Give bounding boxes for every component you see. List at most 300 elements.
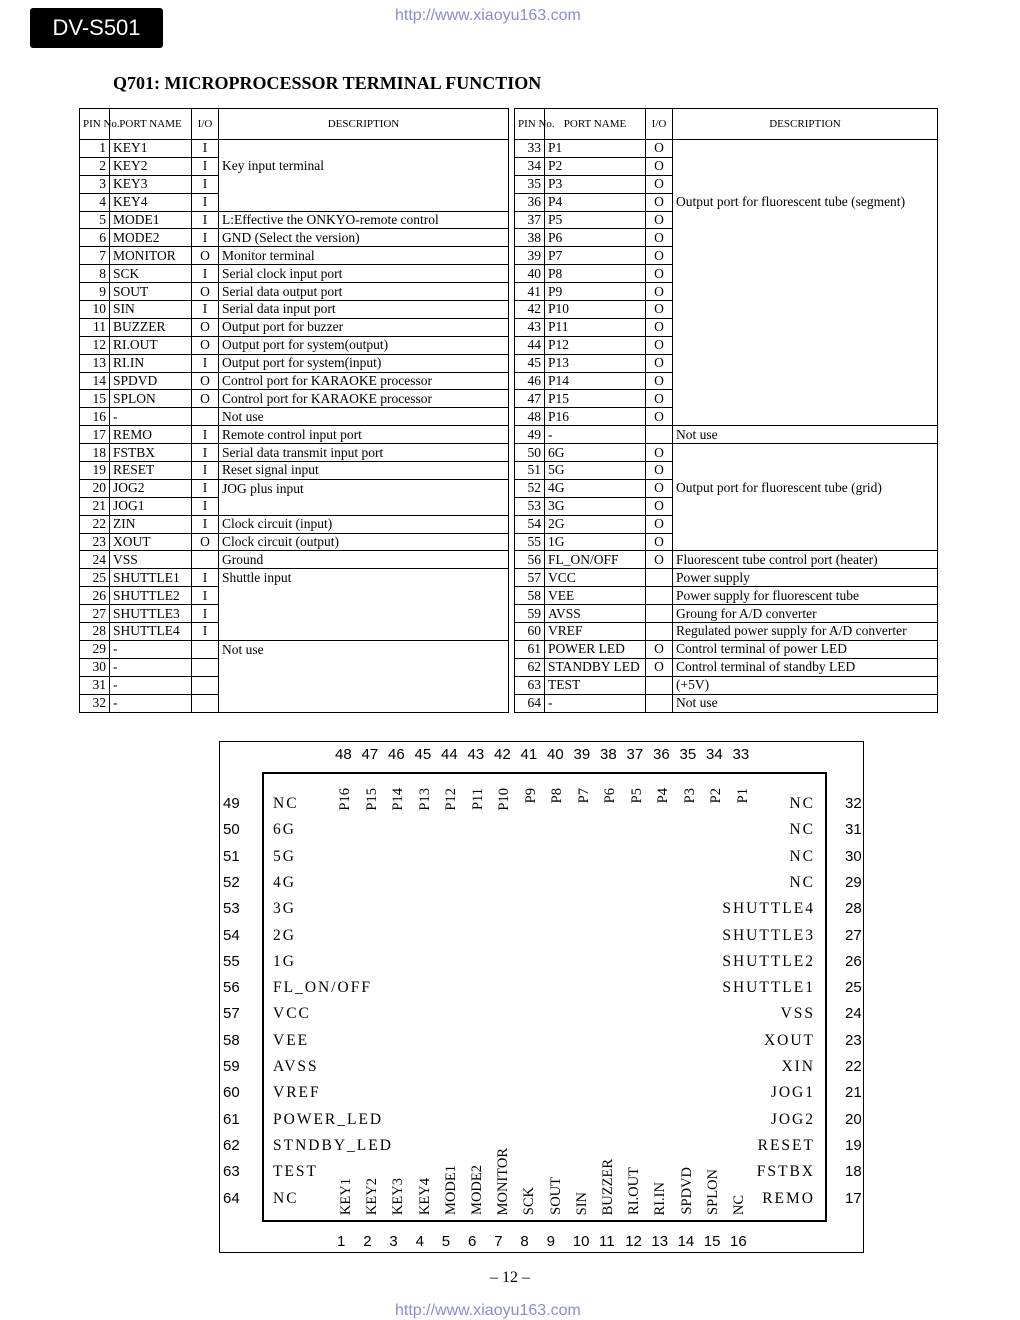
cell-desc	[673, 301, 938, 319]
pin-number-left: 56	[223, 979, 240, 997]
cell-io: I	[192, 426, 219, 444]
cell-port: TEST	[545, 676, 646, 694]
table-row	[80, 157, 509, 175]
cell-io	[646, 676, 673, 694]
table-row	[80, 676, 509, 694]
cell-port: STANDBY LED	[545, 658, 646, 676]
cell-port: P6	[545, 229, 646, 247]
pin-label-bottom: KEY4	[416, 1177, 433, 1215]
cell-io: O	[192, 283, 219, 301]
table-row	[515, 533, 938, 551]
cell-io: O	[646, 301, 673, 319]
pin-number-top: 35	[679, 746, 697, 763]
cell-pin: 60	[515, 623, 545, 641]
pin-number-right: 32	[845, 795, 862, 812]
cell-pin: 8	[80, 265, 110, 283]
cell-pin: 27	[80, 605, 110, 623]
table-row	[515, 193, 938, 211]
cell-port: MODE2	[110, 229, 192, 247]
pin-number-left: 51	[223, 847, 240, 865]
cell-desc: GND (Select the version)	[219, 229, 509, 247]
table-row	[515, 157, 938, 175]
cell-io: O	[646, 372, 673, 390]
cell-io: O	[646, 658, 673, 676]
cell-pin: 5	[80, 211, 110, 229]
pin-label-right: JOG1	[770, 1084, 815, 1102]
table-row	[515, 444, 938, 462]
pin-number-right: 26	[845, 952, 862, 970]
pin-label-right: SHUTTLE3	[722, 926, 815, 944]
pin-number-left: 62	[223, 1136, 240, 1154]
table-row	[80, 354, 509, 372]
table-row	[515, 336, 938, 354]
pin-label-top: P8	[549, 788, 565, 804]
pin-label-left: 4G	[273, 873, 296, 891]
pin-number-right: 30	[845, 847, 862, 865]
pin-label-left: POWER_LED	[273, 1110, 384, 1128]
cell-port: KEY4	[110, 193, 192, 211]
model-badge: DV-S501	[30, 8, 163, 48]
cell-desc	[219, 175, 509, 193]
cell-port: MODE1	[110, 211, 192, 229]
cell-pin: 28	[80, 623, 110, 641]
pin-number-right: 25	[845, 979, 862, 997]
pin-number-left: 53	[223, 900, 240, 918]
cell-desc: Control port for KARAOKE processor	[219, 390, 509, 408]
pin-table-left	[79, 108, 509, 713]
cell-desc: Remote control input port	[219, 426, 509, 444]
table-row	[515, 265, 938, 283]
cell-io: I	[192, 193, 219, 211]
pin-number-top: 36	[653, 746, 670, 763]
cell-port: VSS	[110, 551, 192, 569]
cell-pin: 39	[515, 247, 545, 265]
cell-pin: 35	[515, 175, 545, 193]
pin-label-right: SHUTTLE1	[722, 979, 815, 997]
cell-pin: 38	[515, 229, 545, 247]
cell-pin: 61	[515, 640, 545, 658]
cell-desc: Not use	[219, 408, 509, 426]
cell-port: P5	[545, 211, 646, 229]
cell-pin: 49	[515, 426, 545, 444]
pin-label-bottom: SCK	[521, 1186, 538, 1215]
cell-port: 3G	[545, 497, 646, 515]
page-title: Q701: MICROPROCESSOR TERMINAL FUNCTION	[113, 73, 542, 93]
table-row	[80, 229, 509, 247]
cell-io: O	[646, 515, 673, 533]
table-row	[515, 515, 938, 533]
cell-port: XOUT	[110, 533, 192, 551]
col-header-io: I/O	[646, 109, 673, 140]
pin-number-top: 43	[467, 746, 485, 763]
cell-desc	[673, 229, 938, 247]
pin-number-top: 39	[573, 746, 591, 763]
table-row	[80, 479, 509, 497]
cell-io: I	[192, 175, 219, 193]
cell-io: O	[646, 175, 673, 193]
table-row	[515, 318, 938, 336]
pin-number-right: 28	[845, 900, 862, 918]
cell-desc: Serial data output port	[219, 283, 509, 301]
table-row	[515, 372, 938, 390]
cell-desc	[219, 193, 509, 211]
cell-io	[192, 694, 219, 712]
cell-port: P16	[545, 408, 646, 426]
cell-pin: 14	[80, 372, 110, 390]
cell-port: SHUTTLE2	[110, 587, 192, 605]
cell-io	[192, 551, 219, 569]
cell-port: -	[110, 640, 192, 658]
cell-io: O	[646, 551, 673, 569]
pin-label-top: P13	[416, 788, 433, 811]
pin-label-left: VREF	[273, 1084, 321, 1102]
pin-number-bottom: 16	[730, 1233, 747, 1250]
cell-port: SHUTTLE3	[110, 605, 192, 623]
cell-pin: 37	[515, 211, 545, 229]
cell-pin: 32	[80, 694, 110, 712]
table-row	[80, 569, 509, 587]
cell-pin: 47	[515, 390, 545, 408]
cell-port: RI.IN	[110, 354, 192, 372]
cell-io: O	[646, 140, 673, 158]
cell-pin: 23	[80, 533, 110, 551]
cell-pin: 18	[80, 444, 110, 462]
cell-desc	[219, 497, 509, 515]
cell-desc: Not use	[219, 640, 509, 658]
cell-desc: (+5V)	[673, 676, 938, 694]
cell-io	[646, 426, 673, 444]
pin-label-right: SHUTTLE4	[722, 900, 815, 918]
pin-label-bottom: RI.IN	[652, 1181, 669, 1215]
cell-port: SPDVD	[110, 372, 192, 390]
cell-desc: Control terminal of power LED	[673, 640, 938, 658]
cell-desc	[673, 444, 938, 462]
cell-pin: 2	[80, 157, 110, 175]
col-header-pin: PIN No.	[515, 109, 545, 140]
cell-io: O	[646, 390, 673, 408]
cell-port: P14	[545, 372, 646, 390]
cell-io	[646, 587, 673, 605]
cell-pin: 51	[515, 462, 545, 480]
cell-io: I	[192, 623, 219, 641]
pin-label-right: FSTBX	[756, 1163, 815, 1181]
pin-number-left: 50	[223, 821, 240, 839]
table-row	[80, 551, 509, 569]
cell-desc: Clock circuit (input)	[219, 515, 509, 533]
cell-io: I	[192, 157, 219, 175]
table-row	[80, 623, 509, 641]
table-row	[80, 426, 509, 444]
cell-desc: Reset signal input	[219, 462, 509, 480]
cell-port: 6G	[545, 444, 646, 462]
cell-desc: Output port for fluorescent tube (segment)	[673, 193, 938, 211]
cell-port: -	[545, 694, 646, 712]
pin-number-top: 41	[520, 746, 538, 763]
cell-io: I	[192, 462, 219, 480]
cell-desc	[219, 140, 509, 158]
cell-port: P15	[545, 390, 646, 408]
cell-desc: Output port for system(output)	[219, 336, 509, 354]
table-row	[80, 265, 509, 283]
cell-desc	[219, 658, 509, 676]
cell-io	[646, 605, 673, 623]
table-row	[80, 140, 509, 158]
cell-io: O	[646, 408, 673, 426]
footer-url[interactable]: http://www.xiaoyu163.com	[395, 1302, 581, 1319]
cell-desc: Output port for system(input)	[219, 354, 509, 372]
cell-pin: 9	[80, 283, 110, 301]
pin-label-bottom: SOUT	[547, 1177, 564, 1215]
table-row	[515, 301, 938, 319]
pin-number-bottom: 7	[494, 1233, 503, 1250]
pin-label-right: XOUT	[763, 1031, 815, 1049]
cell-io	[192, 408, 219, 426]
cell-pin: 11	[80, 318, 110, 336]
cell-pin: 33	[515, 140, 545, 158]
pin-number-top: 33	[732, 746, 750, 763]
cell-desc	[673, 283, 938, 301]
pin-number-top: 47	[361, 746, 379, 763]
cell-port: P8	[545, 265, 646, 283]
pin-number-top: 44	[441, 746, 458, 763]
table-row	[515, 694, 938, 712]
pin-label-bottom: SIN	[573, 1191, 590, 1215]
cell-port: P13	[545, 354, 646, 372]
table-row	[80, 462, 509, 480]
cell-port: SOUT	[110, 283, 192, 301]
cell-desc: Not use	[673, 426, 938, 444]
table-row	[80, 336, 509, 354]
cell-desc: Control terminal of standby LED	[673, 658, 938, 676]
cell-port: VCC	[545, 569, 646, 587]
cell-io: I	[192, 301, 219, 319]
pin-number-top: 46	[388, 746, 405, 763]
cell-pin: 26	[80, 587, 110, 605]
cell-pin: 30	[80, 658, 110, 676]
cell-desc	[219, 587, 509, 605]
cell-desc	[673, 247, 938, 265]
pin-label-bottom: MODE1	[442, 1165, 459, 1215]
cell-io: I	[192, 444, 219, 462]
cell-pin: 52	[515, 479, 545, 497]
cell-pin: 56	[515, 551, 545, 569]
table-row	[80, 640, 509, 658]
cell-desc	[219, 676, 509, 694]
cell-port: AVSS	[545, 605, 646, 623]
cell-desc	[673, 408, 938, 426]
pin-label-right: NC	[789, 795, 815, 812]
cell-pin: 21	[80, 497, 110, 515]
cell-port: RESET	[110, 462, 192, 480]
cell-desc	[673, 515, 938, 533]
cell-pin: 6	[80, 229, 110, 247]
pin-label-bottom: RI.OUT	[626, 1167, 643, 1215]
pin-number-right: 17	[845, 1189, 862, 1207]
cell-desc	[219, 605, 509, 623]
cell-port: 1G	[545, 533, 646, 551]
table-row	[80, 390, 509, 408]
pin-number-right: 29	[845, 873, 862, 891]
cell-pin: 58	[515, 587, 545, 605]
cell-io	[646, 569, 673, 587]
pin-label-top: P7	[575, 788, 592, 804]
cell-pin: 40	[515, 265, 545, 283]
cell-io	[646, 623, 673, 641]
table-row	[80, 497, 509, 515]
cell-io: O	[646, 354, 673, 372]
pin-label-left: NC	[273, 1189, 299, 1207]
cell-desc: Regulated power supply for A/D converter	[673, 623, 938, 641]
pin-number-bottom: 13	[651, 1233, 669, 1250]
cell-io: O	[646, 193, 673, 211]
cell-io: I	[192, 515, 219, 533]
cell-pin: 48	[515, 408, 545, 426]
pin-number-left: 58	[223, 1031, 240, 1049]
pin-number-bottom: 10	[572, 1233, 590, 1250]
cell-io: O	[646, 211, 673, 229]
cell-io	[192, 658, 219, 676]
cell-pin: 10	[80, 301, 110, 319]
pin-label-right: NC	[789, 821, 815, 839]
pin-number-bottom: 4	[415, 1233, 424, 1250]
table-row	[515, 175, 938, 193]
cell-desc: Groung for A/D converter	[673, 605, 938, 623]
cell-pin: 44	[515, 336, 545, 354]
cell-port: KEY3	[110, 175, 192, 193]
pin-label-top: P14	[390, 788, 406, 811]
pin-label-left: TEST	[273, 1163, 319, 1181]
cell-desc	[673, 497, 938, 515]
pin-number-top: 34	[706, 746, 723, 763]
cell-io: O	[646, 336, 673, 354]
cell-port: SCK	[110, 265, 192, 283]
pin-number-bottom: 6	[468, 1233, 477, 1250]
table-row	[80, 444, 509, 462]
pin-label-left: FL_ON/OFF	[273, 979, 372, 997]
pin-number-left: 59	[223, 1058, 240, 1075]
cell-pin: 20	[80, 479, 110, 497]
cell-io: I	[192, 265, 219, 283]
cell-io: I	[192, 140, 219, 158]
pin-number-top: 45	[414, 746, 432, 763]
cell-pin: 62	[515, 658, 545, 676]
table-row	[515, 605, 938, 623]
table-row	[80, 175, 509, 193]
cell-desc	[673, 372, 938, 390]
cell-port: -	[110, 676, 192, 694]
pin-number-right: 18	[845, 1163, 862, 1181]
cell-desc	[673, 390, 938, 408]
cell-port: P4	[545, 193, 646, 211]
pin-label-right: VSS	[780, 1005, 815, 1023]
cell-desc: Power supply	[673, 569, 938, 587]
cell-port: POWER LED	[545, 640, 646, 658]
pin-label-top: P6	[602, 788, 618, 804]
cell-pin: 34	[515, 157, 545, 175]
cell-port: P10	[545, 301, 646, 319]
cell-desc: Fluorescent tube control port (heater)	[673, 551, 938, 569]
table-row	[515, 211, 938, 229]
cell-desc: Clock circuit (output)	[219, 533, 509, 551]
cell-port: KEY2	[110, 157, 192, 175]
pin-label-left: 2G	[273, 926, 296, 944]
cell-pin: 25	[80, 569, 110, 587]
cell-port: MONITOR	[110, 247, 192, 265]
pin-label-right: SHUTTLE2	[722, 952, 815, 970]
pin-number-right: 31	[845, 821, 862, 839]
cell-port: -	[110, 658, 192, 676]
cell-io: O	[192, 390, 219, 408]
pin-label-bottom: KEY3	[390, 1177, 407, 1215]
table-row	[80, 301, 509, 319]
cell-desc	[673, 157, 938, 175]
cell-pin: 15	[80, 390, 110, 408]
table-row	[80, 372, 509, 390]
cell-pin: 43	[515, 318, 545, 336]
table-row	[80, 193, 509, 211]
col-header-port: PORT NAME	[110, 109, 192, 140]
pin-label-bottom: MONITOR	[495, 1147, 512, 1215]
pin-number-left: 52	[223, 873, 240, 891]
pin-label-top: P2	[708, 788, 724, 804]
pin-label-right: XIN	[781, 1058, 815, 1075]
cell-port: SPLON	[110, 390, 192, 408]
pin-label-top: P3	[681, 788, 698, 804]
pin-label-left: AVSS	[273, 1058, 319, 1075]
page-number: – 12 –	[490, 1269, 530, 1286]
cell-pin: 41	[515, 283, 545, 301]
cell-port: JOG2	[110, 479, 192, 497]
header-url[interactable]: http://www.xiaoyu163.com	[395, 7, 581, 24]
cell-port: 2G	[545, 515, 646, 533]
cell-io: O	[646, 640, 673, 658]
cell-port: -	[545, 426, 646, 444]
table-row	[515, 247, 938, 265]
cell-io: O	[192, 336, 219, 354]
cell-io: O	[646, 318, 673, 336]
pin-number-bottom: 12	[625, 1233, 642, 1250]
pin-number-bottom: 9	[546, 1233, 555, 1250]
table-row	[515, 658, 938, 676]
table-row	[515, 140, 938, 158]
cell-desc: Monitor terminal	[219, 247, 509, 265]
table-row	[80, 318, 509, 336]
cell-desc: Serial data input port	[219, 301, 509, 319]
cell-io	[192, 676, 219, 694]
table-row	[515, 229, 938, 247]
cell-port: P9	[545, 283, 646, 301]
table-row	[515, 479, 938, 497]
pin-number-top: 40	[547, 746, 564, 763]
cell-pin: 12	[80, 336, 110, 354]
cell-io: I	[192, 569, 219, 587]
cell-io: O	[646, 444, 673, 462]
pin-label-left: NC	[273, 795, 299, 812]
pin-number-right: 22	[845, 1058, 862, 1075]
col-header-port: PORT NAME	[545, 109, 646, 140]
cell-port: KEY1	[110, 140, 192, 158]
pin-table-right	[514, 108, 938, 713]
pin-label-right: JOG2	[770, 1110, 815, 1128]
cell-io: I	[192, 211, 219, 229]
pin-label-top: P12	[443, 788, 459, 811]
cell-port: 4G	[545, 479, 646, 497]
cell-io: I	[192, 587, 219, 605]
table-row	[515, 569, 938, 587]
pin-number-top: 38	[600, 746, 617, 763]
cell-pin: 53	[515, 497, 545, 515]
cell-desc: Ground	[219, 551, 509, 569]
